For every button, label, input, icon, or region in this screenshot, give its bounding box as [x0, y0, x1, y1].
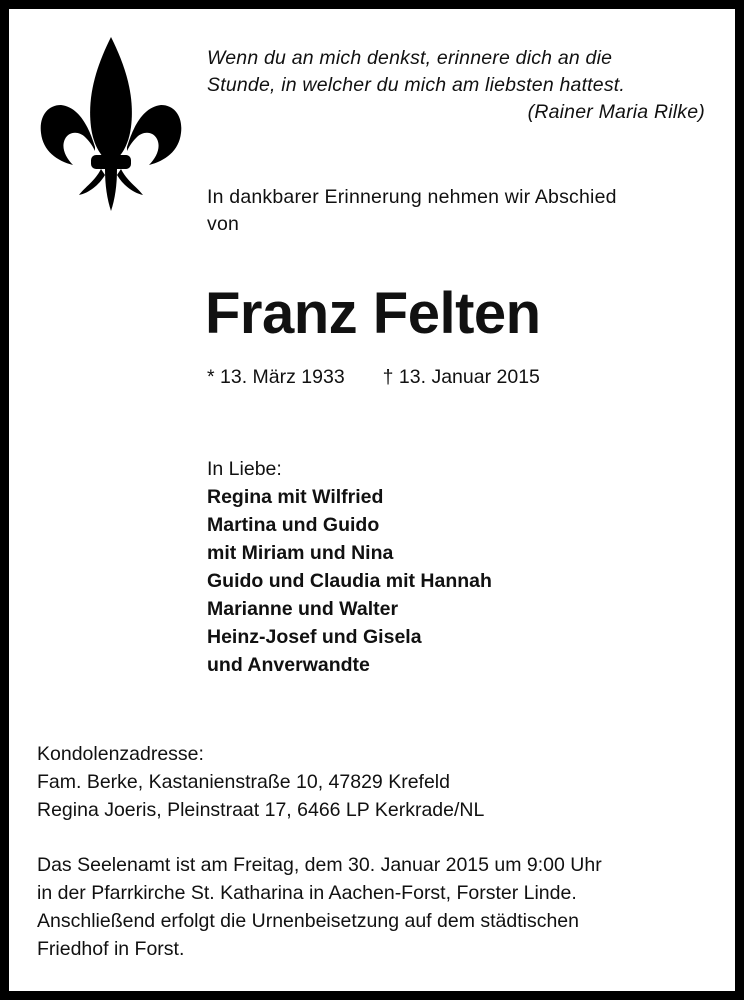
notice-line: Das Seelenamt ist am Freitag, dem 30. Januar 2015 um 9:00 Uhr [37, 854, 602, 876]
life-dates [207, 364, 540, 391]
family-member: Marianne und Walter [207, 598, 399, 620]
notice-line: Anschließend erfolgt die Urnenbeisetzung auf dem städtischen [37, 910, 579, 932]
rilke-quote [207, 45, 705, 126]
deceased-name: Franz Felten [205, 281, 541, 346]
notice-line: in der Pfarrkirche St. Katharina in Aachen-Forst, Forster Linde. [37, 882, 577, 904]
intro-line: von [207, 213, 240, 235]
notice-line: Friedhof in Forst. [37, 938, 185, 960]
family-list [207, 455, 492, 679]
death-date: † 13. Januar 2015 [382, 366, 540, 388]
quote-line: Wenn du an mich denkst, erinnere dich an die [207, 47, 613, 69]
family-member: Regina mit Wilfried [207, 486, 384, 508]
intro-text [207, 184, 707, 238]
family-member: Guido und Claudia mit Hannah [207, 570, 492, 592]
address-heading: Kondolenzadresse: [37, 743, 204, 765]
quote-line: Stunde, in welcher du mich am liebsten hattest. [207, 74, 626, 96]
fleur-de-lis-icon [39, 35, 184, 215]
quote-author: (Rainer Maria Rilke) [527, 101, 705, 123]
family-member: Heinz-Josef und Gisela [207, 626, 422, 648]
obituary-card [9, 9, 735, 991]
family-member: mit Miriam und Nina [207, 542, 394, 564]
funeral-notice [37, 851, 707, 963]
address-line: Regina Joeris, Pleinstraat 17, 6466 LP Kerkrade/NL [37, 799, 485, 821]
family-heading: In Liebe: [207, 458, 282, 480]
intro-line: In dankbarer Erinnerung nehmen wir Abschied [207, 186, 617, 208]
condolence-address [37, 740, 484, 824]
birth-date: * 13. März 1933 [207, 366, 345, 388]
address-line: Fam. Berke, Kastanienstraße 10, 47829 Krefeld [37, 771, 450, 793]
family-member: Martina und Guido [207, 514, 380, 536]
family-member: und Anverwandte [207, 654, 370, 676]
